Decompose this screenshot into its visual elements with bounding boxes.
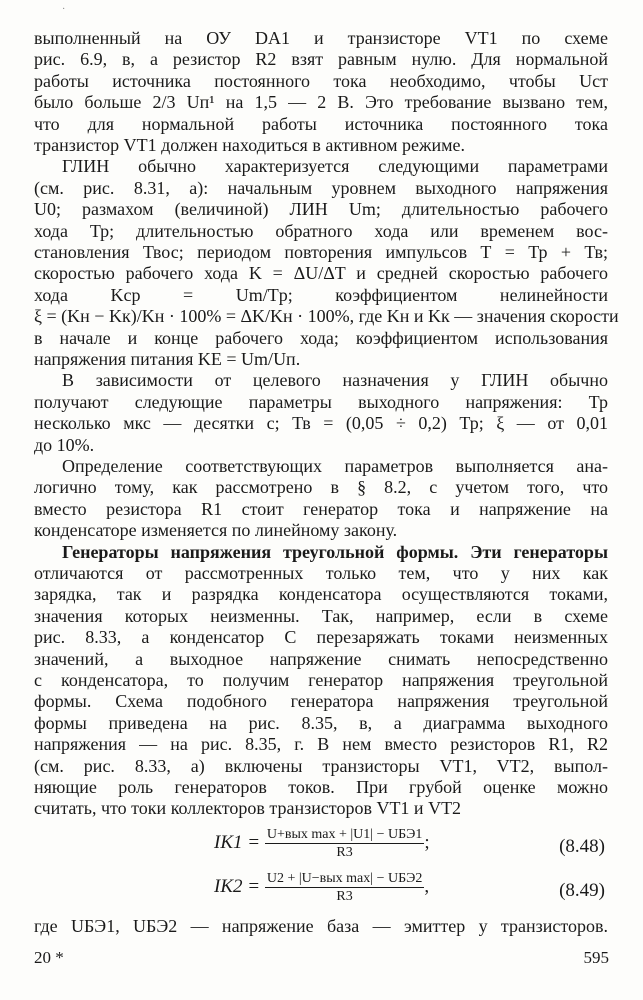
text-line: конденсаторе изменяется по линейному закону.	[34, 520, 398, 541]
equation-lhs: IK2 =	[214, 875, 265, 897]
fraction-denominator: R3	[336, 844, 353, 860]
text-line: формы приведена на рис. 8.35, в, а диаграмма выходного	[34, 712, 608, 733]
equation-body	[214, 826, 430, 861]
text-line: В зависимости от целевого назначения у ГЛИН обычно	[62, 370, 608, 391]
fraction-numerator: U+вых max + |U1| − UБЭ1	[266, 826, 423, 842]
text-line: значения которых неизменны. Так, например, если в схеме	[34, 605, 608, 626]
text-line: становления Твос; периодом повторения импульсов Т = Тр + Тв;	[34, 242, 608, 262]
text-line: скоростью рабочего хода K = ΔU/ΔT и средней скоростью рабочего	[34, 263, 608, 284]
text-line: получают следующие параметры выходного напряжения: Тр	[34, 391, 608, 412]
equation-fraction	[265, 826, 425, 861]
equation-number: (8.48)	[559, 835, 605, 857]
page-number: 595	[583, 947, 609, 967]
text-line: зарядка, так и разрядка конденсатора осуществляются токами,	[34, 584, 608, 605]
text-line: напряжения — на рис. 8.35, г. В нем вместо резисторов R1, R2	[34, 734, 608, 755]
equation-fraction	[265, 870, 425, 905]
equation-number: (8.49)	[559, 879, 605, 901]
text-line: хода Kср = Um/Tр; коэффициентом нелинейности	[34, 284, 608, 305]
text-line: логично тому, как рассмотрено в § 8.2, с учетом того, что	[34, 477, 608, 498]
text-line: что для нормальной работы источника постоянного тока	[34, 113, 608, 134]
equation-1	[0, 826, 643, 870]
equation-punctuation: ,	[424, 875, 430, 897]
text-line: в начале и конце рабочего хода; коэффициентом использования	[34, 327, 608, 348]
equation-lhs: IK1 =	[214, 831, 265, 853]
fraction-denominator: R3	[336, 888, 353, 904]
text-line: до 10%.	[34, 434, 95, 455]
text-line: ξ = (Kн − Kк)/Kн · 100% = ΔK/Kн · 100%, где Kн и Kк — значения скорости	[34, 306, 619, 327]
text-line: напряжения питания KE = Um/Uп.	[34, 349, 301, 369]
equation-punctuation: ;	[424, 831, 430, 853]
text-line: ГЛИН обычно характеризуется следующими параметрами	[62, 156, 608, 177]
equation-body	[214, 870, 429, 905]
text-line: несколько мкс — десятки с; Тв = (0,05 ÷ 0,2) Тр; ξ — от 0,01	[34, 413, 608, 434]
text-line: работы источника постоянного тока необходимо, чтобы Uст	[34, 70, 608, 91]
text-line: значений, а выходное напряжение снимать непосредственно	[34, 648, 608, 669]
text-line: формы. Схема подобного генератора напряжения треугольной	[34, 691, 608, 712]
section-heading-line: Генераторы напряжения треугольной формы. Эти генераторы	[62, 541, 608, 562]
equation-2	[0, 870, 643, 914]
text-line: рис. 6.9, в, а резистор R2 взят равным нулю. Для нормальной	[34, 49, 608, 70]
text-line: выполненный на ОУ DA1 и транзисторе VT1 по схеме	[34, 28, 608, 48]
text-line: (см. рис. 8.31, а): начальным уровнем выходного напряжения	[34, 177, 608, 198]
fraction-numerator: U2 + |U−вых max| − UБЭ2	[266, 870, 423, 886]
scan-speck: ·	[62, 4, 66, 15]
text-line: считать, что токи коллекторов транзисторов VT1 и VT2	[34, 798, 462, 819]
text-line: с конденсатора, то получим генератор напряжения треугольной	[34, 670, 608, 690]
text-line: няющие роль генераторов токов. При грубой оценке можно	[34, 777, 608, 797]
text-line: U0; размахом (величиной) ЛИН Um; длительностью рабочего	[34, 199, 608, 220]
text-line: транзистор VT1 должен находиться в активном режиме.	[34, 135, 465, 155]
text-line: Определение соответствующих параметров выполняется ана-	[62, 456, 608, 476]
text-line-final: где UБЭ1, UБЭ2 — напряжение база — эмиттер у транзисторов.	[34, 915, 608, 936]
text-line: было больше 2/3 Uп¹ на 1,5 — 2 В. Это требование вызвано тем,	[34, 92, 608, 113]
page-signature: 20 *	[34, 947, 64, 967]
text-line: хода Тр; длительностью обратного хода или временем вос-	[34, 220, 608, 241]
text-line: рис. 8.33, а конденсатор C перезаряжать токами неизменных	[34, 627, 608, 648]
text-line: отличаются от рассмотренных только тем, что у них как	[34, 563, 608, 583]
text-line: вместо резистора R1 стоит генератор тока и напряжение на	[34, 498, 608, 519]
text-line: (см. рис. 8.33, а) включены транзисторы VT1, VT2, выпол-	[34, 755, 608, 776]
